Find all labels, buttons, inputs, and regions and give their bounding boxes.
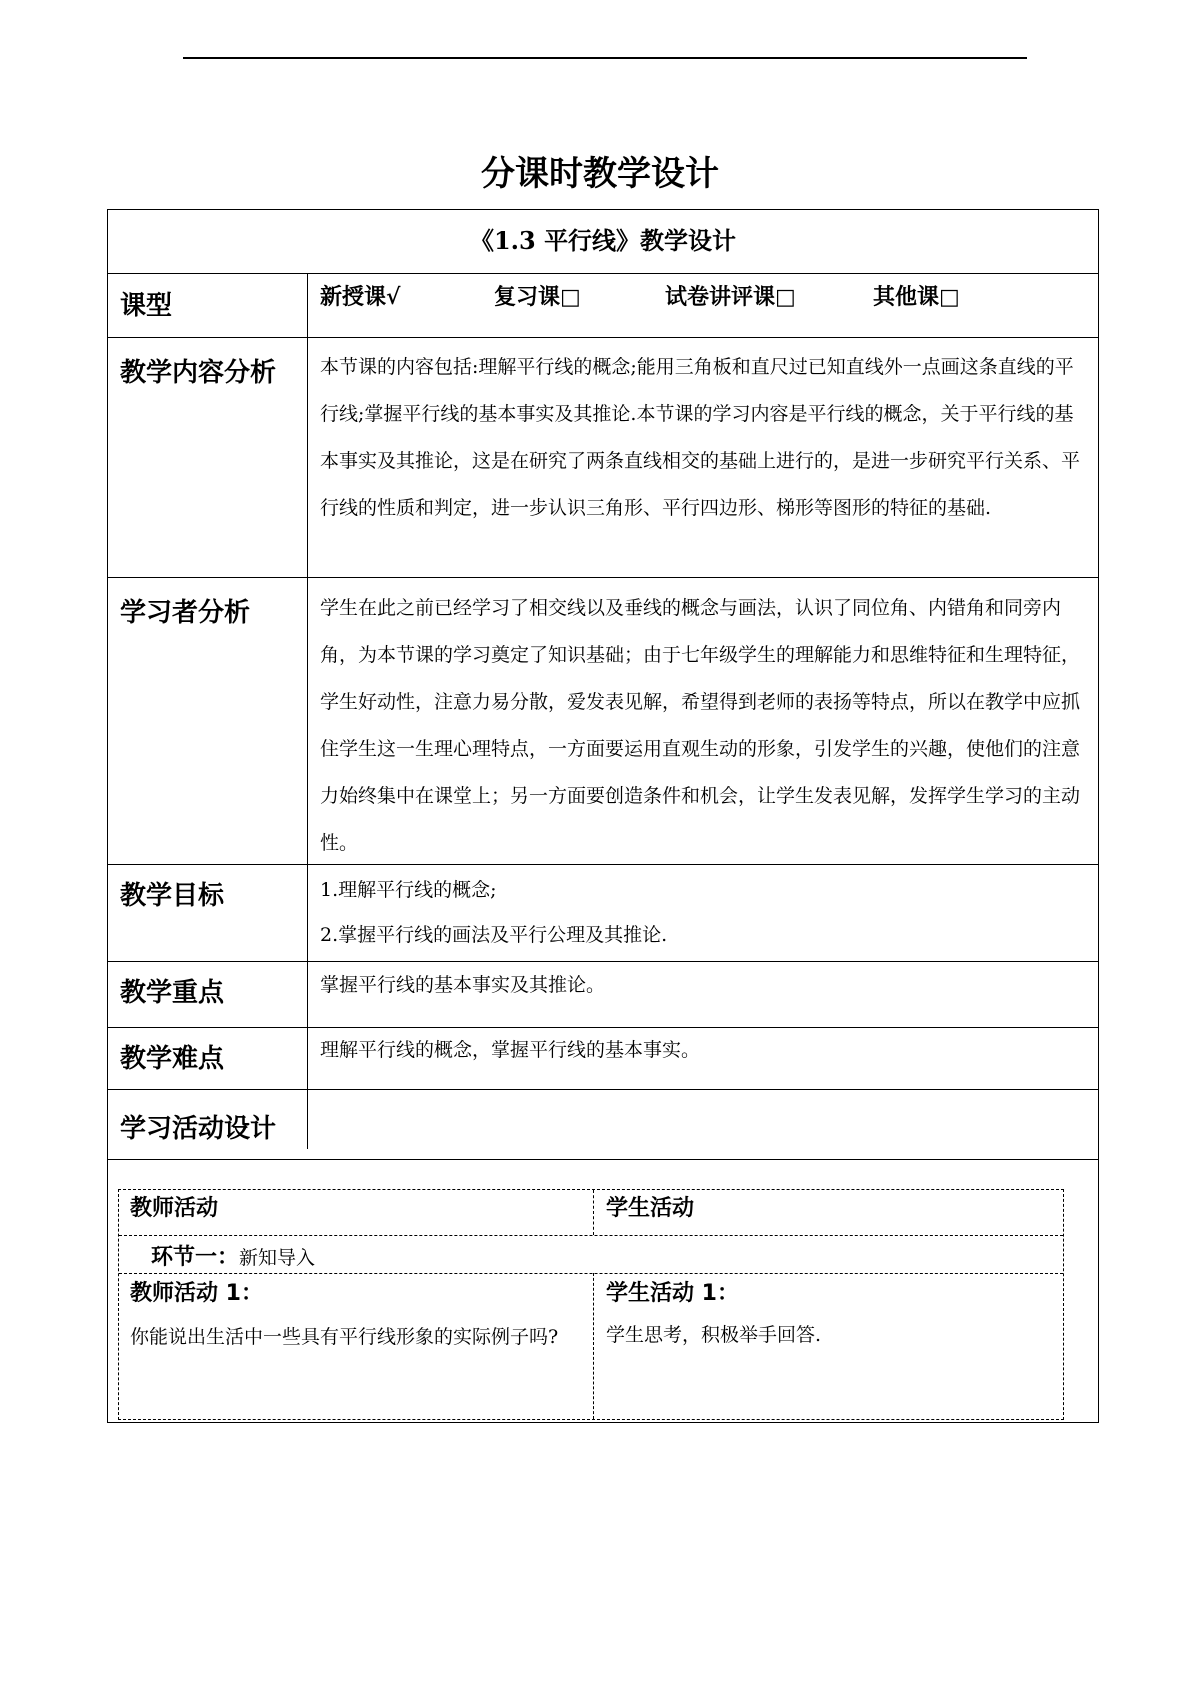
course-type-exam-review: 试卷讲评课□ [665,284,796,310]
row-divider [108,577,1098,578]
stage-name: 新知导入 [239,1247,316,1269]
activity-column-divider [593,1273,594,1419]
stage-row [151,1240,315,1271]
student-activity-1-text: 学生思考，积极举手回答. [606,1324,822,1346]
column-divider [307,273,308,1149]
difficulties-label: 教学难点 [120,1044,225,1074]
course-type-new: 新授课√ [320,284,401,310]
activity-row-divider [119,1235,1063,1236]
course-type-review: 复习课□ [494,284,581,310]
activity-row-divider [119,1273,1063,1274]
course-type-other: 其他课□ [873,284,960,310]
key-points-label: 教学重点 [120,978,225,1008]
row-divider [108,864,1098,865]
objectives-list [320,868,1090,958]
objective-item: 2.掌握平行线的画法及平行公理及其推论. [320,924,668,946]
row-divider [108,337,1098,338]
content-analysis-label: 教学内容分析 [120,358,277,388]
objective-item: 1.理解平行线的概念; [320,879,497,901]
stage-label: 环节一： [151,1245,240,1270]
student-activity-header: 学生活动 [606,1196,695,1221]
document-title: 分课时教学设计 [481,154,719,194]
subtitle-code: 1.3 [493,226,536,255]
difficulties-text: 理解平行线的概念，掌握平行线的基本事实。 [320,1039,701,1061]
activity-column-divider [593,1190,594,1235]
subtitle-name: 平行线》教学设计 [544,226,737,255]
course-type-options [320,270,1090,310]
learner-analysis-text: 学生在此之前已经学习了相交线以及垂线的概念与画法，认识了同位角、内错角和同旁内角，为本节课的学习奠定了知识基础；由于七年级学生的理解能力和思维特征和生理特征，学生好动性，注意力易分散，爱发表见解，希望得到老师的表扬等特点，所以在教学中应抓住学生这一生理心理特点，一方面要运用直观生动的形象，引发学生的兴趣，使他们的注意力始终集中在课堂上；另一方面要创造条件和机会，让学生发表见解，发挥学生学习的主动性。 [320,597,1081,854]
activity-table [118,1189,1064,1420]
header-rule [183,57,1027,59]
key-points-text: 掌握平行线的基本事实及其推论。 [320,974,606,996]
student-activity-1-title: 学生活动 1： [606,1281,739,1306]
row-divider [108,1159,1098,1160]
activity-design-label: 学习活动设计 [120,1114,277,1144]
content-analysis-text: 本节课的内容包括:理解平行线的概念;能用三角板和直尺过已知直线外一点画这条直线的平行线;掌握平行线的基本事实及其推论.本节课的学习内容是平行线的概念，关于平行线的基本事实及其推论，这是在研究了两条直线相交的基础上进行的，是进一步研究平行关系、平行线的性质和判定，进一步认识三角形、平行四边形、梯形等图形的特征的基础. [320,356,1081,519]
lesson-subtitle [108,223,1098,259]
learner-analysis-label: 学习者分析 [120,598,251,628]
row-divider [108,1089,1098,1090]
objectives-label: 教学目标 [120,881,225,911]
teacher-activity-1-title: 教师活动 1： [130,1281,263,1306]
subtitle-prefix: 《 [469,226,494,255]
course-type-label: 课型 [120,291,173,321]
teacher-activity-1-text: 你能说出生活中一些具有平行线形象的实际例子吗? [130,1326,559,1348]
teacher-activity-header: 教师活动 [130,1196,219,1221]
